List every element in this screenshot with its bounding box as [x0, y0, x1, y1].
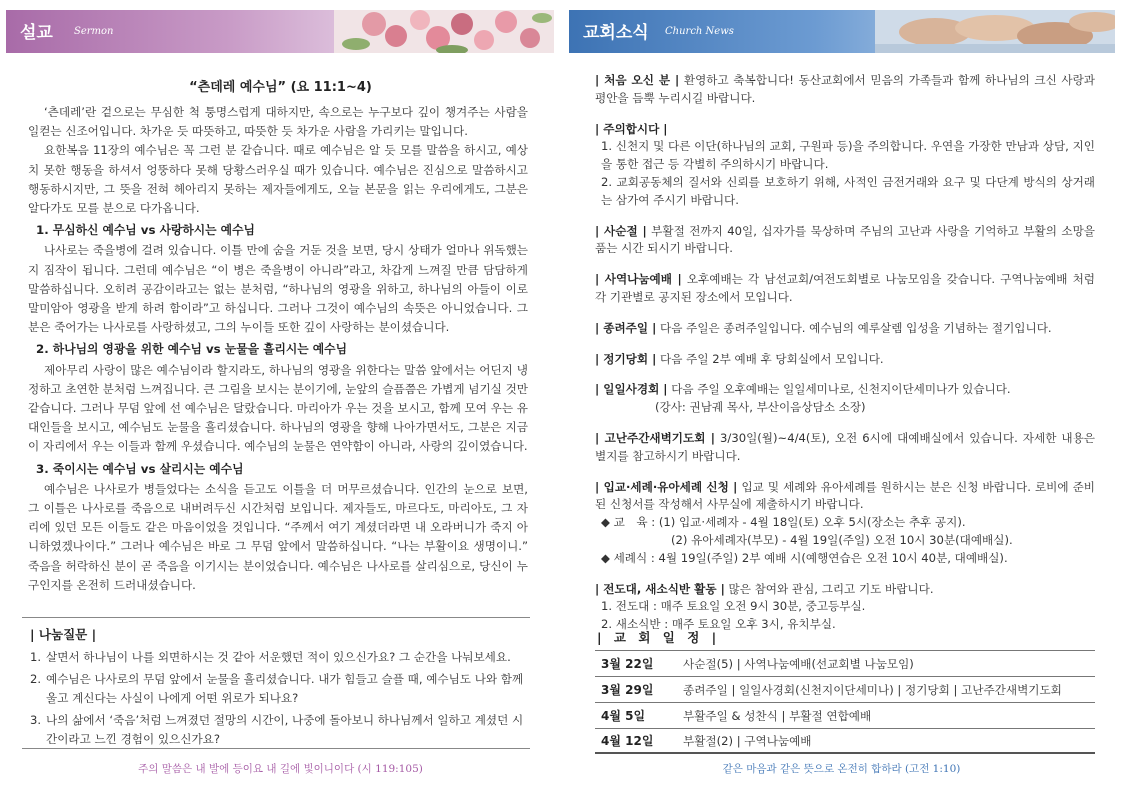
news-banner-subtitle: Church News [665, 26, 734, 37]
news-item [595, 430, 1095, 466]
list-item [30, 670, 528, 708]
news-item [595, 223, 1095, 259]
church-news-page [561, 0, 1122, 793]
news-item [595, 320, 1095, 338]
schedule-table [595, 650, 1095, 754]
news-item-heading: | 종려주일 | [595, 320, 657, 335]
praying-hands-image [875, 10, 1115, 53]
schedule-row [595, 650, 1095, 676]
sermon-banner-subtitle: Sermon [74, 26, 114, 37]
schedule-date: 4월 5일 [601, 709, 646, 723]
sermon-banner [6, 10, 554, 53]
questions-heading: | 나눔질문 | [30, 627, 97, 642]
schedule-row [595, 728, 1095, 754]
divider [22, 748, 530, 749]
news-item-detail: 2. 새소식반 : 매주 토요일 오후 3시, 유치부실. [601, 617, 836, 632]
schedule-description: 종려주일 | 일일사경회(신천지이단세미나) | 정기당회 | 고난주간새벽기도회 [683, 682, 1062, 697]
question-text: 나의 삶에서 ‘죽음’처럼 느껴졌던 절망의 시간이, 나중에 돌아보니 하나님께서 일하고 계셨던 시간이라고 느낀 경험이 있으신가요? [46, 713, 524, 746]
list-item [30, 711, 528, 749]
sermon-heading: 3. 죽이시는 예수님 vs 살리시는 예수님 [36, 461, 244, 476]
question-number: 3. [30, 713, 42, 727]
news-item [595, 581, 1095, 634]
schedule-heading: | 교 회 일 정 | [597, 630, 721, 645]
news-item-heading: | 정기당회 | [595, 351, 657, 366]
news-item-text: 3/30일(월)~4/4(토), 오전 6시에 대예배실에서 있습니다. 자세한 내용은 별지를 참고하시기 바랍니다. [595, 430, 1096, 463]
scripture-footer: 주의 말씀은 내 발에 등이요 내 길에 빛이니이다 (시 119:105) [138, 763, 423, 775]
sermon-banner-title: 설교 [20, 23, 53, 43]
news-item [595, 121, 1095, 210]
news-item [595, 381, 1095, 417]
news-item-detail: ◆ 교 육 : (1) 입교·세례자 - 4월 18일(토) 오후 5시(장소는 추후 공지). [601, 515, 966, 530]
news-item-text: 다음 주일 오후예배는 일일세미나로, 신천지이단세미나가 있습니다. [671, 382, 1011, 397]
sermon-heading: 1. 무심하신 예수님 vs 사랑하시는 예수님 [36, 223, 255, 238]
news-item-detail: 1. 전도대 : 매주 토요일 오전 9시 30분, 중고등부실. [601, 599, 866, 614]
schedule-date: 4월 12일 [601, 734, 654, 748]
list-item [30, 648, 528, 667]
news-item-text: 부활절 전까지 40일, 십자가를 묵상하며 주님의 고난과 사랑을 기억하고 부활의 소망을 품는 시간 되시기 바랍니다. [595, 223, 1096, 256]
news-banner [569, 10, 1115, 53]
news-item-heading: | 전도대, 새소식반 활동 | [595, 581, 725, 596]
sermon-paragraph: 요한복음 11장의 예수님은 꼭 그런 분 같습니다. 때로 예수님은 알 듯 모를 말씀을 하시고, 예상치 못한 행동을 하셔서 엉뚱하다 못해 당황스러우실 때가 있습니다. 예수님은 진심으로 말씀하시고 행동하시지만, 그 뜻을 전혀 헤아리지 못하는 제자들에게도, 오늘 본문을 읽는 우리에게도, 그분은 알다가도 모를 분으로 다가옵니다. [28, 143, 528, 216]
divider [22, 617, 530, 618]
sermon-paragraph: ‘츤데레’란 겉으로는 무심한 척 퉁명스럽게 대하지만, 속으로는 누구보다 깊이 챙겨주는 사람을 일컫는 신조어입니다. 차가운 듯 따뜻하고, 따뜻한 듯 차가운 사람을 가리키는 말입니다. [28, 105, 528, 139]
schedule-row [595, 702, 1095, 728]
schedule-date: 3월 29일 [601, 683, 654, 697]
news-item-text: 환영하고 축복합니다! 동산교회에서 믿음의 가족들과 함께 하나님의 크신 사랑과 평안을 듬뿍 누리시길 바랍니다. [595, 73, 1095, 105]
news-item-detail: (강사: 권남궤 목사, 부산이음상담소 소장) [655, 400, 866, 415]
sermon-heading: 2. 하나님의 영광을 위한 예수님 vs 눈물을 흘리시는 예수님 [36, 342, 347, 357]
news-item-text: 많은 참여와 관심, 그리고 기도 바랍니다. [728, 581, 934, 596]
news-item-heading: | 사순절 | [595, 223, 647, 238]
question-number: 1. [30, 650, 42, 664]
questions-list [30, 648, 528, 752]
news-item-heading: | 처음 오신 분 | [595, 73, 680, 87]
scripture-footer: 같은 마음과 같은 뜻으로 온전히 합하라 (고전 1:10) [722, 763, 961, 775]
news-item [595, 351, 1095, 369]
news-item [595, 271, 1095, 307]
news-item-text: 입교 및 세례와 유아세례를 원하시는 분은 신청 바랍니다. 로비에 준비된 신청서를 작성해서 사무실에 제출하시기 바랍니다. [595, 479, 1095, 512]
news-item-text: 다음 주일 2부 예배 후 당회실에서 모입니다. [660, 351, 884, 366]
news-item-detail: 2. 교회공동체의 질서와 신뢰를 보호하기 위해, 사적인 금전거래와 요구 및 다단계 방식의 상거래는 삼가여 주시기 바랍니다. [601, 174, 1095, 207]
schedule-description: 부활주일 & 성찬식 | 부활절 연합예배 [683, 708, 872, 723]
news-item-text: 오후예배는 각 남선교회/여전도회별로 나눔모임을 갖습니다. 구역나눔예배 처럼 각 기관별로 공지된 장소에서 모입니다. [595, 272, 1095, 304]
schedule-description: 부활절(2) | 구역나눔예배 [683, 733, 812, 748]
sermon-body [28, 103, 528, 595]
news-item-heading: | 사역나눔예배 | [595, 272, 682, 287]
sermon-paragraph: 제아무리 사랑이 많은 예수님이라 할지라도, 하나님의 영광을 위한다는 말씀 앞에서는 어딘지 냉정하고 초연한 분처럼 느껴집니다. 큰 그림을 보시는 분이기에, 눈앞의 슬픔쯤은 가볍게 넘기실 것만 같습니다. 그러나 무덤 앞에 선 예수님은 달랐습니다. 마리아가 우는 것을 보시고, 함께 모여 우는 유대인들을 보시고, 예수님도 눈물을 흘리셨습니다. 하나님의 영광을 향해 나아가면서도, 그분은 지금 이 자리에서 우는 이들과 함께 우셨습니다. 예수님의 눈물은 연약함이 아니라, 사랑의 깊이였습니다. [28, 362, 528, 454]
news-banner-title: 교회소식 [583, 23, 649, 43]
schedule-row [595, 676, 1095, 702]
sermon-paragraph: 나사로는 죽을병에 걸려 있습니다. 이틀 만에 숨을 거둔 것을 보면, 당시 상태가 얼마나 위독했는지 짐작이 됩니다. 그런데 예수님은 “이 병은 죽을병이 아니라”라고, 차갑게 느껴질 만큼 담담하게 말씀하십니다. 오히려 공감이라고는 없는 분처럼, “하나님의 영광을 위하고, 하나님의 아들이 이로 말미암아 영광을 받게 하려 함이라”고 하십니다. 그러나 그것이 예수님의 속뜻은 아니었습니다. 그분은 죽어가는 나사로를 사랑하셨고, 그의 누이들 또한 깊이 사랑하는 분이셨습니다. [28, 243, 528, 335]
schedule-date: 3월 22일 [601, 657, 654, 671]
news-item-heading: | 주의합시다 | [595, 121, 668, 136]
news-item-heading: | 일일사경회 | [595, 382, 668, 397]
sermon-paragraph: 예수님은 나사로가 병들었다는 소식을 듣고도 이틀을 더 머무르셨습니다. 인간의 눈으로 보면, 그 이틀은 나사로를 죽음으로 내버려두신 시간처럼 보입니다. 제자들도, 마르다도, 마리아도, 그 자리에 있던 모든 이들도 같은 마음이었을 것입니다. “주께서 여기 계셨더라면 내 오라버니가 죽지 아니하였겠나이다.” 그러나 예수님은 바로 그 무덤 앞에서 말씀하십니다. “나는 부활이요 생명이니.” 죽음을 허락하신 분이 곧 죽음을 이기시는 분이었습니다. 예수님은 나사로를 살리심으로, 당신이 누구인지를 온전히 드러내셨습니다. [28, 481, 528, 592]
news-item [595, 479, 1095, 568]
schedule-description: 사순절(5) | 사역나눔예배(선교회별 나눔모임) [683, 656, 914, 671]
news-item-text: 다음 주일은 종려주일입니다. 예수님의 예루살렘 입성을 기념하는 절기입니다. [660, 320, 1052, 335]
news-list [595, 72, 1095, 647]
news-item-detail: ◆ 세례식 : 4월 19일(주일) 2부 예배 시(예행연습은 오전 10시 40분, 대예배실). [601, 550, 1008, 565]
sermon-title: “츤데레 예수님” (요 11:1~4) [189, 80, 372, 95]
question-number: 2. [30, 672, 42, 686]
news-item [595, 72, 1095, 108]
news-item-detail: (2) 유아세례자(부모) - 4월 19일(주일) 오전 10시 30분(대예배실). [671, 532, 1013, 547]
question-text: 살면서 하나님이 나를 외면하시는 것 같아 서운했던 적이 있으신가요? 그 순간을 나눠보세요. [46, 650, 511, 664]
news-item-heading: | 입교·세례·유아세례 신청 | [595, 479, 738, 494]
news-item-detail: 1. 신천지 및 다른 이단(하나님의 교회, 구원파 등)을 주의합니다. 우연을 가장한 만남과 상담, 지인을 통한 접근 등 각별히 주의하시기 바랍니다. [601, 139, 1095, 172]
question-text: 예수님은 나사로의 무덤 앞에서 눈물을 흘리셨습니다. 내가 힘들고 슬플 때, 예수님도 나와 함께 울고 계신다는 사실이 나에게 어떤 위로가 되나요? [46, 672, 524, 705]
news-item-heading: | 고난주간새벽기도회 | [595, 430, 716, 445]
flower-bouquet-image [334, 10, 554, 53]
